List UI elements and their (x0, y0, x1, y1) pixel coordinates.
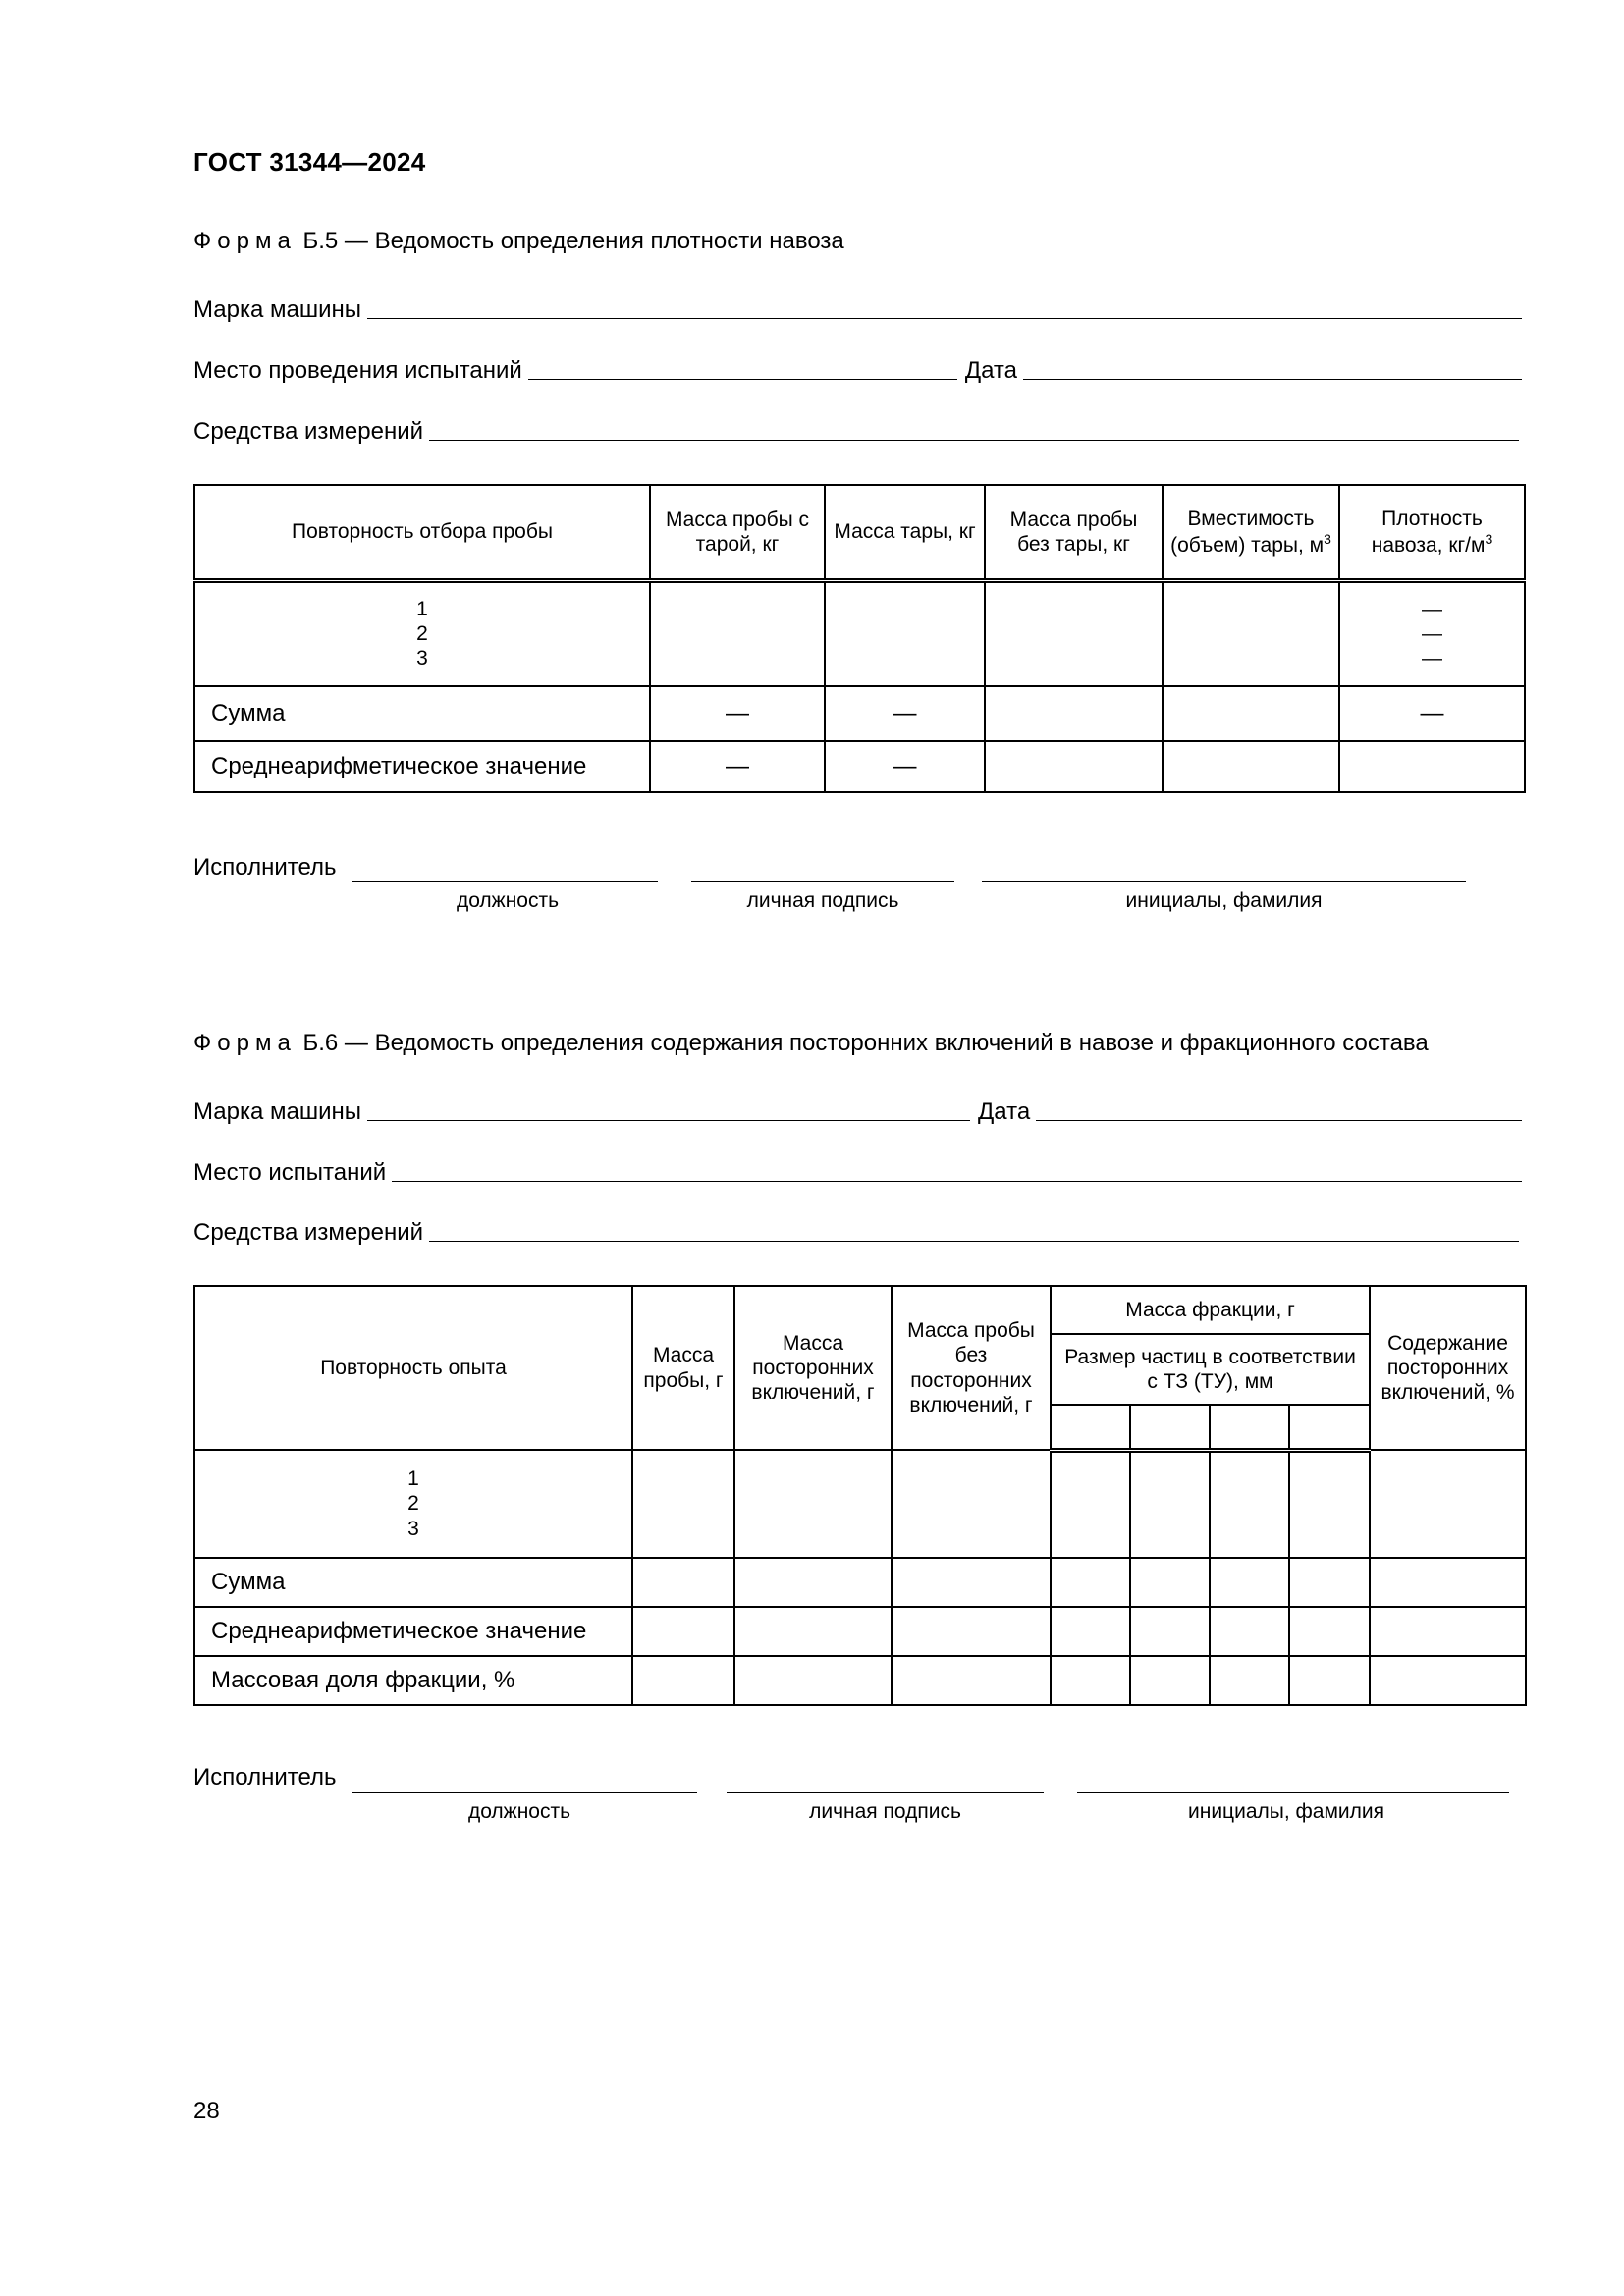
form5-col-density-text: Плотность навоза, кг/м (1371, 507, 1486, 557)
form5-dash: — (1422, 622, 1442, 646)
form6-signature-line[interactable] (727, 1792, 1044, 1793)
form5-signature-caption: личная подпись (746, 889, 899, 912)
form6-cell[interactable] (1370, 1656, 1526, 1705)
form5-col-capacity (1163, 485, 1339, 580)
form6-cell[interactable] (1210, 1607, 1289, 1656)
form6-cell[interactable] (1051, 1656, 1130, 1705)
form6-place-line[interactable] (392, 1181, 1522, 1182)
form6-cell[interactable] (734, 1656, 892, 1705)
form6-cell[interactable] (1370, 1607, 1526, 1656)
form5-place-date-field[interactable] (193, 357, 1522, 385)
form5-dash: — (1339, 686, 1525, 741)
form5-dash: — (825, 686, 985, 741)
form6-fraction-subcol[interactable] (1130, 1405, 1210, 1450)
form5-cell[interactable] (985, 580, 1163, 686)
form6-date-label: Дата (978, 1098, 1031, 1125)
form6-executor-label: Исполнитель (193, 1764, 337, 1790)
form5-machine-label: Марка машины (193, 296, 362, 323)
form6-cell[interactable] (1210, 1558, 1289, 1607)
form6-col-foreign-mass: Масса посторонних включений, г (734, 1286, 892, 1450)
form5-name-line[interactable] (982, 881, 1466, 882)
form6-machine-label: Марка машины (193, 1098, 362, 1125)
form5-table-header-row (194, 485, 1525, 580)
form5-col-mass-without-tare: Масса пробы без тары, кг (985, 485, 1163, 580)
form6-table-row-mean (194, 1607, 1526, 1656)
form5-label-word: Форма (193, 228, 297, 254)
document-header: ГОСТ 31344—2024 (193, 147, 426, 177)
form6-cell[interactable] (1370, 1450, 1526, 1558)
form6-table-row-sum (194, 1558, 1526, 1607)
form6-cell[interactable] (734, 1450, 892, 1558)
form6-instruments-line[interactable] (429, 1241, 1519, 1242)
form5-sample-numbers (194, 580, 650, 686)
form6-instruments-field[interactable] (193, 1219, 1519, 1247)
form6-title-block (193, 1030, 1429, 1057)
form6-position-caption: должность (467, 1800, 571, 1823)
form5-instruments-field[interactable] (193, 418, 1519, 446)
form6-date-line[interactable] (1036, 1120, 1522, 1121)
form5-cell[interactable] (1339, 741, 1525, 792)
form5-date-line[interactable] (1023, 379, 1522, 380)
form6-machine-date-field[interactable] (193, 1098, 1522, 1126)
form6-name-caption: инициалы, фамилия (1188, 1800, 1384, 1823)
form5-name-caption: инициалы, фамилия (1125, 889, 1323, 912)
form6-cell[interactable] (1051, 1607, 1130, 1656)
form5-table-row-samples (194, 580, 1525, 686)
form6-table-header-row1 (194, 1286, 1526, 1334)
form5-position-caption: должность (456, 889, 560, 912)
form5-col-mass-with-tare: Масса пробы с тарой, кг (650, 485, 825, 580)
form6-place-field[interactable] (193, 1159, 1522, 1187)
form5-cell[interactable] (1163, 686, 1339, 741)
form5-title: Б.5 — Ведомость определения плотности навоза (302, 228, 844, 254)
form6-row-mean-label: Среднеарифметическое значение (194, 1607, 632, 1656)
form6-table-row-samples (194, 1450, 1526, 1558)
form5-signature-line[interactable] (691, 881, 954, 882)
form5-col-capacity-text: Вместимость (объем) тары, м (1170, 507, 1325, 557)
form5-table-row-mean (194, 741, 1525, 792)
form6-cell[interactable] (892, 1558, 1051, 1607)
form6-cell[interactable] (734, 1558, 892, 1607)
form5-dash: — (825, 741, 985, 792)
form5-cell[interactable] (825, 580, 985, 686)
form6-cell[interactable] (632, 1450, 734, 1558)
form5-cell[interactable] (1163, 580, 1339, 686)
form5-date-label: Дата (964, 357, 1017, 384)
form6-title: Б.6 — Ведомость определения содержания посторонних включений в навозе и фракционного состава (302, 1030, 1429, 1056)
form6-cell[interactable] (1130, 1656, 1210, 1705)
page-number: 28 (193, 2098, 220, 2124)
form5-sample-2: 2 (416, 622, 428, 646)
form6-label-word: Форма (193, 1030, 297, 1056)
form6-cell[interactable] (1130, 1607, 1210, 1656)
form6-cell[interactable] (892, 1656, 1051, 1705)
form6-table-row-fraction-share (194, 1656, 1526, 1705)
form5-cell[interactable] (650, 580, 825, 686)
form5-machine-field[interactable] (193, 296, 1522, 324)
form6-col-repetition: Повторность опыта (194, 1286, 632, 1450)
form6-cell[interactable] (1289, 1558, 1370, 1607)
form6-cell[interactable] (632, 1607, 734, 1656)
form6-cell[interactable] (734, 1607, 892, 1656)
form6-col-fraction-mass: Масса фракции, г (1051, 1286, 1370, 1334)
form6-cell[interactable] (892, 1607, 1051, 1656)
form5-table (193, 484, 1526, 793)
form6-fraction-subcol[interactable] (1051, 1405, 1130, 1450)
form5-executor-label: Исполнитель (193, 854, 337, 881)
form6-col-sample-mass: Масса пробы, г (632, 1286, 734, 1450)
form5-sample-3: 3 (416, 647, 428, 670)
form5-position-line[interactable] (352, 881, 658, 882)
form6-cell[interactable] (1210, 1450, 1289, 1558)
form6-cell[interactable] (1370, 1558, 1526, 1607)
form6-cell[interactable] (1051, 1558, 1130, 1607)
form5-machine-line[interactable] (367, 318, 1522, 319)
form5-col-tare-mass: Масса тары, кг (825, 485, 985, 580)
form6-table (193, 1285, 1527, 1706)
form5-title-block (193, 228, 844, 255)
form6-fraction-subcol[interactable] (1289, 1405, 1370, 1450)
form6-cell[interactable] (632, 1558, 734, 1607)
form6-col-foreign-content: Содержание посторонних включений, % (1370, 1286, 1526, 1450)
form5-dash: — (650, 686, 825, 741)
form6-cell[interactable] (892, 1450, 1051, 1558)
form6-cell[interactable] (632, 1656, 734, 1705)
form6-row-fraction-share-label: Массовая доля фракции, % (194, 1656, 632, 1705)
form5-row-mean-label: Среднеарифметическое значение (194, 741, 650, 792)
form5-place-label: Место проведения испытаний (193, 357, 522, 384)
form5-instruments-label: Средства измерений (193, 418, 424, 445)
form5-density-dashes (1339, 580, 1525, 686)
form6-sample-1: 1 (407, 1468, 419, 1491)
form6-cell[interactable] (1289, 1607, 1370, 1656)
form6-cell[interactable] (1130, 1558, 1210, 1607)
form6-cell[interactable] (1130, 1450, 1210, 1558)
form6-position-line[interactable] (352, 1792, 697, 1793)
form6-instruments-label: Средства измерений (193, 1219, 424, 1246)
form6-col-mass-without-foreign: Масса пробы без посторонних включений, г (892, 1286, 1051, 1450)
form6-fraction-subcol[interactable] (1210, 1405, 1289, 1450)
form6-row-sum-label: Сумма (194, 1558, 632, 1607)
form5-col-density-sup: 3 (1485, 530, 1493, 547)
form5-col-capacity-sup: 3 (1324, 530, 1331, 547)
form5-col-repetition: Повторность отбора пробы (194, 485, 650, 580)
form6-signature-caption: личная подпись (809, 1800, 961, 1823)
form6-name-line[interactable] (1077, 1792, 1509, 1793)
form5-col-density (1339, 485, 1525, 580)
form5-place-line[interactable] (528, 379, 957, 380)
form5-row-sum-label: Сумма (194, 686, 650, 741)
form6-place-label: Место испытаний (193, 1159, 387, 1186)
form5-cell[interactable] (1163, 741, 1339, 792)
form5-cell[interactable] (985, 686, 1163, 741)
form6-sample-2: 2 (407, 1492, 419, 1516)
form5-table-row-sum (194, 686, 1525, 741)
form6-cell[interactable] (1051, 1450, 1130, 1558)
form5-cell[interactable] (985, 741, 1163, 792)
form5-dash: — (650, 741, 825, 792)
form6-cell[interactable] (1289, 1656, 1370, 1705)
form5-dash: — (1422, 597, 1442, 620)
form6-sample-3: 3 (407, 1517, 419, 1540)
form5-dash: — (1422, 647, 1442, 670)
form6-col-particle-size: Размер частиц в соответствии с ТЗ (ТУ), мм (1051, 1334, 1370, 1405)
form6-machine-line[interactable] (367, 1120, 970, 1121)
form5-instruments-line[interactable] (429, 440, 1519, 441)
form6-cell[interactable] (1210, 1656, 1289, 1705)
form6-cell[interactable] (1289, 1450, 1370, 1558)
form6-sample-numbers (194, 1450, 632, 1558)
form5-sample-1: 1 (416, 597, 428, 620)
